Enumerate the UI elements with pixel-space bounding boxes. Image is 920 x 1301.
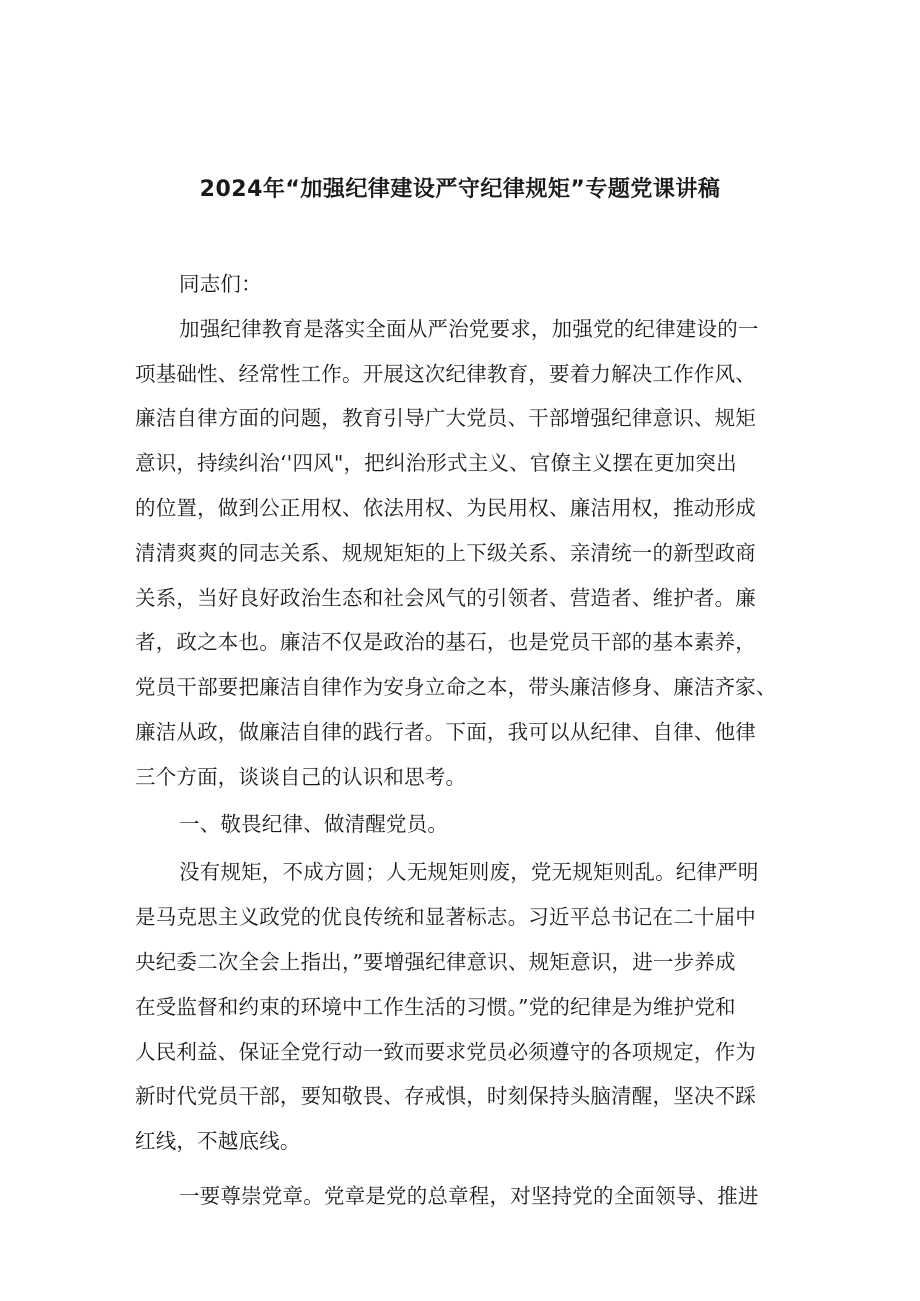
salutation: 同志们： [179,272,262,296]
paragraph-line: 加强纪律教育是落实全面从严治党要求，加强党的纪律建设的一 [179,316,759,341]
paragraph-spacer [135,1164,815,1174]
paragraph-intro [135,307,815,800]
paragraph-line: 新时代党员干部，要知敬畏、存戒惧，时刻保持头脑清醒，坚决不踩 [135,1084,756,1109]
section-heading: 一、敬畏纪律、做清醒党员。 [179,811,449,836]
document-body [135,262,815,1219]
paragraph-line: 三个方面，谈谈自己的认识和思考。 [135,764,467,789]
paragraph-line: 在受监督和约束的环境中工作生活的习惯。”党的纪律是为维护党和 [135,994,736,1019]
paragraph-line: 关系，当好良好政治生态和社会风气的引领者、营造者、维护者。廉 [135,585,756,610]
paragraph-line: 廉洁从政，做廉洁自律的践行者。下面，我可以从纪律、自律、他律 [135,719,756,744]
document-title: 2024年“加强纪律建设严守纪律规矩”专题党课讲稿 [199,177,721,202]
paragraph-line: 意识，持续纠治‘'四风"，把纠治形式主义、官僚主义摆在更加突出 [135,451,737,476]
paragraph-line: 项基础性、经常性工作。开展这次纪律教育，要着力解决工作作风、 [135,361,756,386]
paragraph-line: 廉洁自律方面的问题，教育引导广大党员、干部增强纪律意识、规矩 [135,406,756,431]
paragraph-line: 央纪委二次全会上指出，”要增强纪律意识、规矩意识，进一步养成 [135,949,736,974]
paragraph-line: 是马克思主义政党的优良传统和显著标志。习近平总书记在二十届中 [135,905,756,930]
paragraph-line: 红线，不越底线。 [135,1129,301,1154]
paragraph-discipline [135,850,815,1164]
paragraph-party-constitution [135,1174,815,1219]
paragraph-line: 清清爽爽的同志关系、规规矩矩的上下级关系、亲清统一的新型政商 [135,540,756,565]
paragraph-line: 一要尊崇党章。党章是党的总章程，对坚持党的全面领导、推进 [179,1183,759,1208]
paragraph-line: 没有规矩，不成方圆；人无规矩则废，党无规矩则乱。纪律严明 [179,860,759,885]
paragraph-line: 党员干部要把廉洁自律作为安身立命之本，带头廉洁修身、廉洁齐家、 [135,675,777,700]
paragraph-line: 者，政之本也。廉洁不仅是政治的基石，也是党员干部的基本素养， [135,630,756,655]
paragraph-line: 的位置，做到公正用权、依法用权、为民用权、廉洁用权，推动形成 [135,495,756,520]
paragraph-line: 人民利益、保证全党行动一致而要求党员必须遵守的各项规定，作为 [135,1039,756,1064]
